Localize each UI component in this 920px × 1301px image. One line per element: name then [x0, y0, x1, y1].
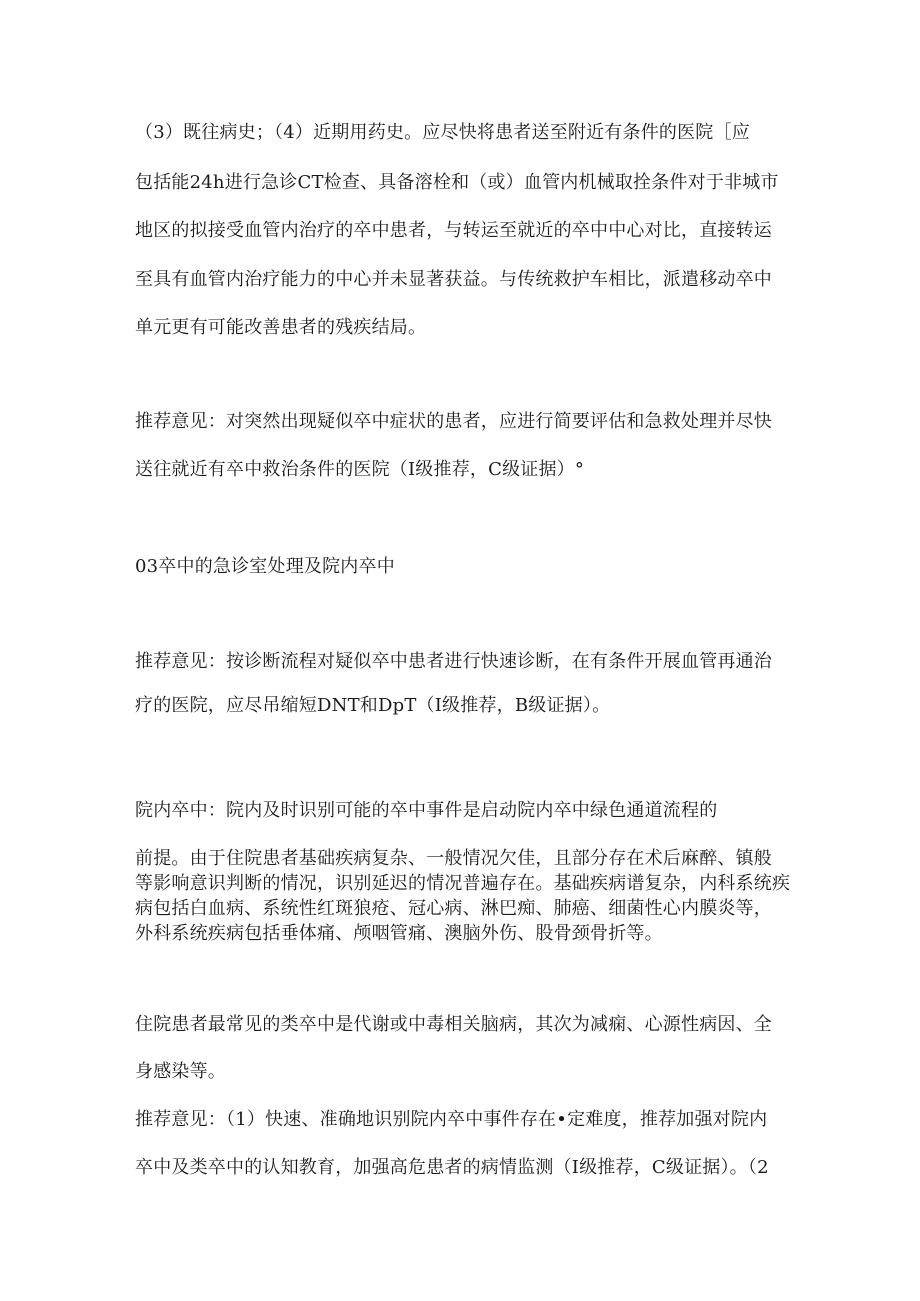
- text-line: 推荐意见：对突然出现疑似卒中症状的患者，应进行简要评估和急救处理并尽快: [135, 411, 772, 432]
- text-line: （3）既往病史；（4）近期用药史。应尽快将患者送至附近有条件的医院［应: [135, 122, 750, 143]
- section-heading: 03卒中的急诊室处理及院内卒中: [135, 556, 395, 577]
- text-line: 院内卒中：院内及时识别可能的卒中事件是启动院内卒中绿色通道流程的: [135, 800, 718, 821]
- text-line: 身感染等。: [135, 1061, 226, 1082]
- text-line: 推荐意见：按诊断流程对疑似卒中患者进行快速诊断，在有条件开展血管再通治: [135, 651, 772, 672]
- text-line: 外科系统疾病包括垂体痛、颅咽管痛、澳脑外伤、股骨颈骨折等。: [135, 923, 663, 944]
- text-line: 疗的医院，应尽吊缩短DNT和DpT（I级推荐，B级证据）。: [135, 695, 611, 716]
- text-line: 病包括白血病、系统性红斑狼疮、冠心病、淋巴痴、肺癌、细菌性心内膜炎等，: [135, 898, 772, 919]
- text-line: 推荐意见：（1）快速、准确地识别院内卒中事件存在•定难度，推荐加强对院内: [135, 1109, 768, 1130]
- text-line: 单元更有可能改善患者的残疾结局。: [135, 317, 427, 338]
- text-line: 卒中及类卒中的认知教育，加强高危患者的病情监测（I级推荐，C级证据）。（2: [135, 1157, 769, 1178]
- text-line: 地区的拟接受血管内治疗的卒中患者，与转运至就近的卒中中心对比，直接转运: [135, 220, 772, 241]
- text-line: 住院患者最常见的类卒中是代谢或中毒相关脑病，其次为减痫、心源性病因、全: [135, 1014, 772, 1035]
- text-line: 送往就近有卒中救治条件的医院（I级推荐，C级证据）°: [135, 459, 585, 480]
- text-line: 至具有血管内治疗能力的中心并未显著获益。与传统救护车相比，派遣移动卒中: [135, 269, 772, 290]
- text-line: 前提。由于住院患者基础疾病复杂、一般情况欠佳，且部分存在术后麻醉、镇般: [135, 848, 772, 869]
- text-line: 包括能24h进行急诊CT检查、具备溶栓和（或）血管内机械取拴条件对于非城市: [135, 172, 779, 193]
- text-line: 等影响意识判断的情况，识别延迟的情况普遍存在。基础疾病谱复杂，内科系统疾: [135, 873, 791, 894]
